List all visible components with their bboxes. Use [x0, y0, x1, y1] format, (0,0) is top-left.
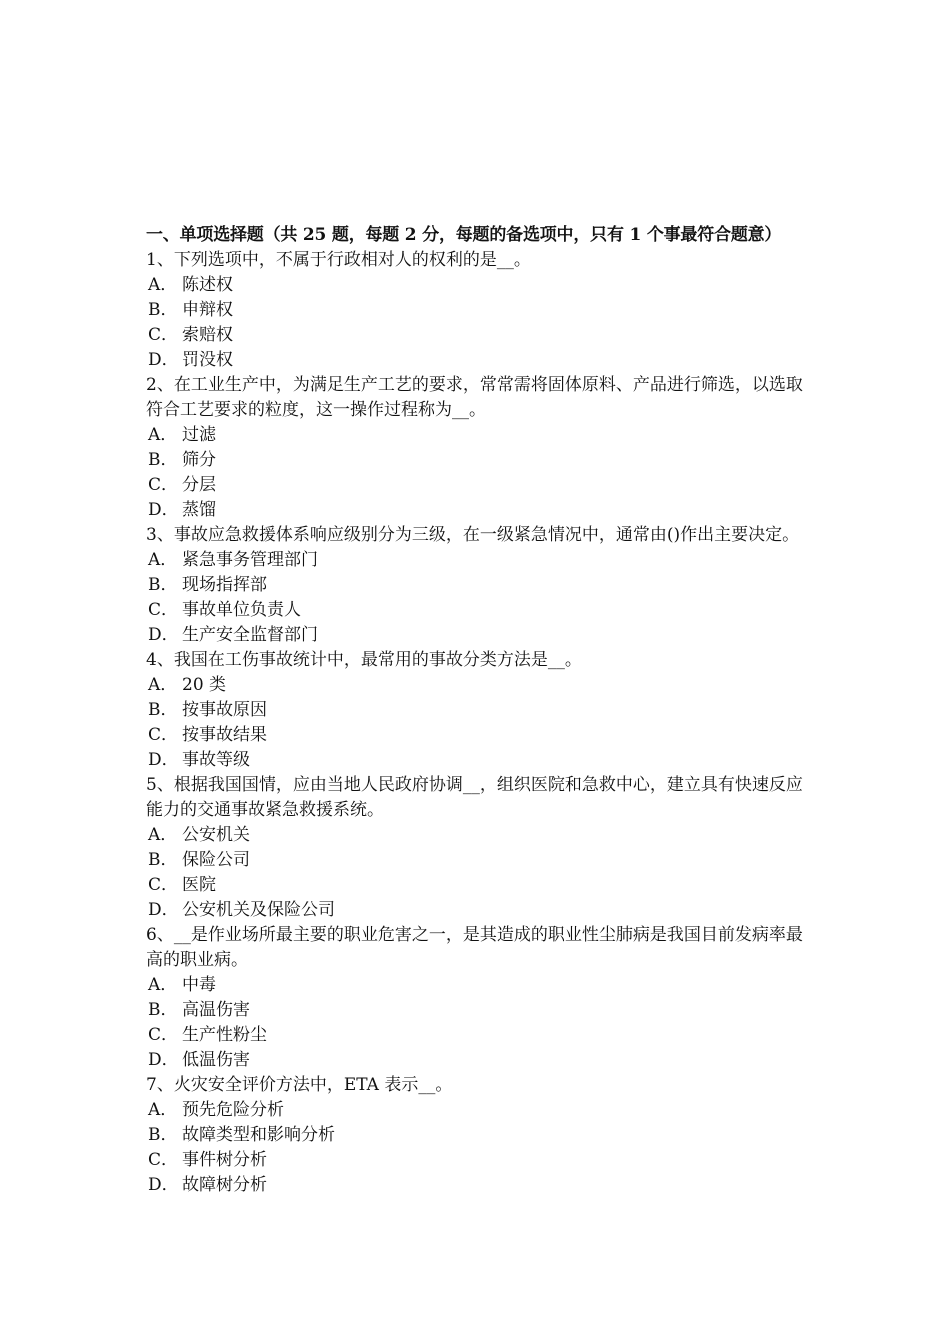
document-page: [146, 223, 814, 1198]
answer-option: [146, 323, 814, 348]
option-letter: A．: [148, 550, 178, 570]
question-text: 7、火灾安全评价方法中，ETA 表示__。: [146, 1075, 453, 1095]
answer-option: [146, 448, 814, 473]
answer-option: [146, 423, 814, 448]
option-text: 预先危险分析: [182, 1100, 284, 1120]
option-text: 故障类型和影响分析: [182, 1125, 335, 1145]
option-text: 申辩权: [182, 300, 233, 320]
option-text: 事故单位负责人: [182, 600, 301, 620]
option-text: 按事故结果: [182, 725, 267, 745]
option-letter: B．: [148, 450, 178, 470]
option-letter: A．: [148, 975, 178, 995]
option-letter: C．: [148, 600, 179, 620]
answer-option: [146, 473, 814, 498]
answer-option: [146, 573, 814, 598]
option-text: 医院: [182, 875, 216, 895]
option-text: 蒸馏: [182, 500, 216, 520]
question-text: 4、我国在工伤事故统计中，最常用的事故分类方法是__。: [146, 650, 582, 670]
answer-option: [146, 823, 814, 848]
option-text: 分层: [182, 475, 216, 495]
question-block: [146, 923, 814, 1073]
option-text: 事故等级: [182, 750, 250, 770]
option-letter: A．: [148, 825, 178, 845]
answer-option: [146, 698, 814, 723]
option-letter: D．: [148, 350, 179, 370]
option-text: 事件树分析: [182, 1150, 267, 1170]
question-block: [146, 523, 814, 648]
answer-option: [146, 898, 814, 923]
option-text: 低温伤害: [182, 1050, 250, 1070]
option-text: 现场指挥部: [182, 575, 267, 595]
answer-option: [146, 723, 814, 748]
question-block: [146, 773, 814, 923]
option-letter: A．: [148, 675, 178, 695]
option-letter: B．: [148, 1125, 178, 1145]
answer-option: [146, 498, 814, 523]
option-letter: A．: [148, 425, 178, 445]
answer-option: [146, 623, 814, 648]
option-letter: D．: [148, 750, 179, 770]
question-block: [146, 248, 814, 373]
option-text: 公安机关及保险公司: [182, 900, 335, 920]
option-letter: C．: [148, 875, 179, 895]
question-block: [146, 1073, 814, 1198]
option-text: 罚没权: [182, 350, 233, 370]
answer-option: [146, 348, 814, 373]
option-letter: D．: [148, 1175, 179, 1195]
option-letter: B．: [148, 300, 178, 320]
answer-option: [146, 873, 814, 898]
option-letter: C．: [148, 725, 179, 745]
option-text: 过滤: [182, 425, 216, 445]
option-letter: C．: [148, 325, 179, 345]
option-letter: D．: [148, 500, 179, 520]
option-letter: C．: [148, 1150, 179, 1170]
answer-option: [146, 1123, 814, 1148]
question-block: [146, 648, 814, 773]
option-letter: A．: [148, 1100, 178, 1120]
option-text: 生产安全监督部门: [182, 625, 318, 645]
answer-option: [146, 673, 814, 698]
option-letter: C．: [148, 1025, 179, 1045]
option-letter: B．: [148, 575, 178, 595]
option-text: 公安机关: [182, 825, 250, 845]
option-letter: C．: [148, 475, 179, 495]
option-text: 中毒: [182, 975, 216, 995]
option-text: 20 类: [182, 675, 227, 695]
question-list: [146, 248, 814, 1198]
question-text: 3、事故应急救援体系响应级别分为三级，在一级紧急情况中，通常由()作出主要决定。: [146, 525, 800, 545]
option-letter: B．: [148, 700, 178, 720]
option-text: 按事故原因: [182, 700, 267, 720]
answer-option: [146, 273, 814, 298]
answer-option: [146, 1148, 814, 1173]
answer-option: [146, 1173, 814, 1198]
option-text: 生产性粉尘: [182, 1025, 267, 1045]
answer-option: [146, 998, 814, 1023]
answer-option: [146, 1098, 814, 1123]
option-text: 保险公司: [182, 850, 250, 870]
answer-option: [146, 973, 814, 998]
answer-option: [146, 1048, 814, 1073]
option-text: 筛分: [182, 450, 216, 470]
option-letter: D．: [148, 900, 179, 920]
option-letter: B．: [148, 1000, 178, 1020]
answer-option: [146, 598, 814, 623]
question-text: 5、根据我国国情，应由当地人民政府协调__，组织医院和急救中心，建立具有快速反应能力的交通事故紧急救援系统。: [146, 775, 803, 820]
answer-option: [146, 848, 814, 873]
section-title: 一、单项选择题（共 25 题，每题 2 分，每题的备选项中，只有 1 个事最符合题意）: [146, 225, 782, 245]
question-block: [146, 373, 814, 523]
answer-option: [146, 1023, 814, 1048]
answer-option: [146, 298, 814, 323]
question-text: 1、下列选项中，不属于行政相对人的权利的是__。: [146, 250, 531, 270]
option-text: 索赔权: [182, 325, 233, 345]
option-letter: A．: [148, 275, 178, 295]
option-text: 高温伤害: [182, 1000, 250, 1020]
option-text: 陈述权: [182, 275, 233, 295]
option-letter: B．: [148, 850, 178, 870]
answer-option: [146, 548, 814, 573]
option-letter: D．: [148, 625, 179, 645]
answer-option: [146, 748, 814, 773]
question-text: 2、在工业生产中，为满足生产工艺的要求，常常需将固体原料、产品进行筛选，以选取符合工艺要求的粒度，这一操作过程称为__。: [146, 375, 803, 420]
option-letter: D．: [148, 1050, 179, 1070]
option-text: 故障树分析: [182, 1175, 267, 1195]
option-text: 紧急事务管理部门: [182, 550, 318, 570]
question-text: 6、__是作业场所最主要的职业危害之一，是其造成的职业性尘肺病是我国目前发病率最高的职业病。: [146, 925, 803, 970]
